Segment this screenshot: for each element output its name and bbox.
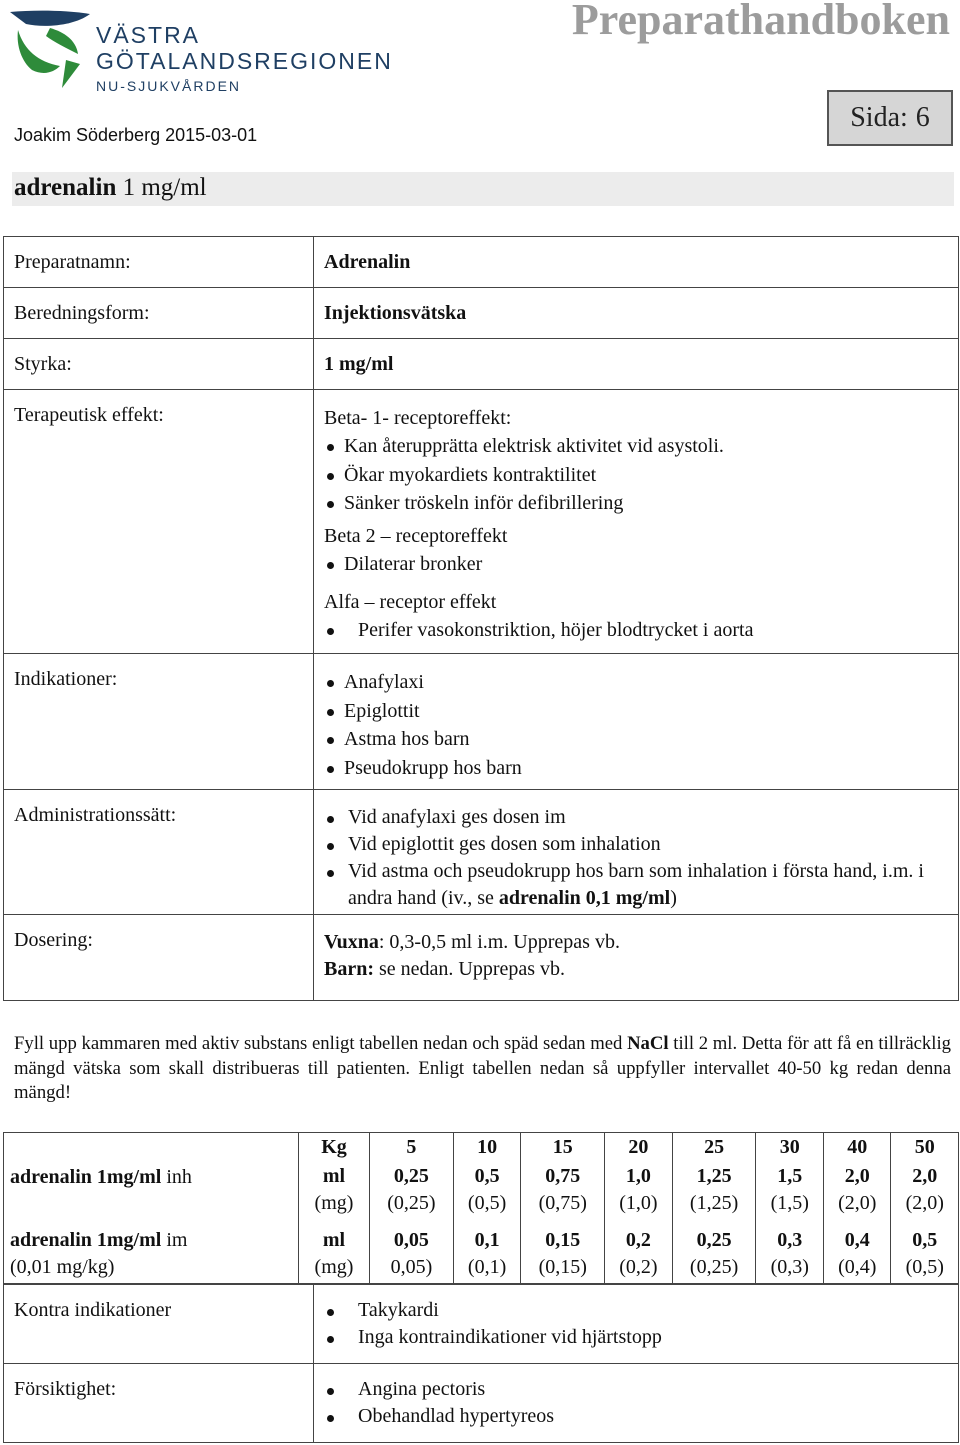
row1-name-bold: adrenalin 1mg/ml (10, 1166, 162, 1188)
row1-name (4, 1162, 299, 1218)
admin-value (314, 790, 959, 915)
document-title-strength: 1 mg/ml (122, 174, 207, 201)
admin-item3-bold: adrenalin 0,1 mg/ml (498, 887, 671, 909)
mg-value: (0,1) (467, 1256, 507, 1278)
table-cell (672, 1133, 756, 1163)
list-item: Pseudokrupp hos barn (324, 754, 948, 783)
table-row (4, 237, 959, 288)
list-item: Kan återupprätta elektrisk aktivitet vid asystoli. (324, 432, 948, 461)
ml-value: 0,05 (393, 1229, 429, 1251)
table-cell (521, 1133, 605, 1163)
table-cell (891, 1162, 959, 1218)
ml-value: 1,5 (777, 1165, 803, 1187)
mg-value: (0,3) (770, 1256, 809, 1278)
admin-item3-text: Vid astma och pseudokrupp hos barn som inhalation i första hand, i.m. i andra hand (iv., se (348, 860, 924, 909)
styrka-value (314, 339, 959, 390)
table-cell (823, 1218, 891, 1284)
indikationer-list (324, 668, 948, 782)
list-item: Dilaterar bronker (324, 550, 948, 579)
ml-value: 0,15 (545, 1229, 581, 1251)
list-item: Takykardi (324, 1297, 948, 1324)
page-indicator (827, 90, 953, 146)
ml-value: 0,4 (844, 1229, 870, 1251)
table-cell (891, 1133, 959, 1163)
table-row (4, 1162, 959, 1218)
kg-value: 20 (628, 1136, 649, 1158)
dosering-vuxna (324, 929, 948, 956)
author-date: Joakim Söderberg 2015-03-01 (14, 125, 258, 145)
unit-mg: (mg) (314, 1256, 354, 1278)
ml-value: 0,2 (625, 1229, 651, 1251)
list-item: Epiglottit (324, 697, 948, 726)
table-row (4, 915, 959, 1001)
table-cell (823, 1133, 891, 1163)
table-row (4, 790, 959, 915)
page-number: 6 (915, 102, 930, 133)
preparatnamn-value (314, 237, 959, 288)
org-name-line1: VÄSTRA (96, 22, 201, 48)
mg-value: (0,25) (689, 1256, 739, 1278)
dosering-barn (324, 956, 948, 983)
mg-value: (2,0) (905, 1192, 944, 1214)
unit-mg: (mg) (314, 1192, 354, 1214)
mg-value: 0,05) (390, 1256, 433, 1278)
ml-value: 1,0 (625, 1165, 651, 1187)
ml-value: 0,5 (474, 1165, 500, 1187)
list-item: Vid anafylaxi ges dosen im (324, 804, 948, 831)
unit-ml: ml (322, 1229, 346, 1251)
vuxna-label: Vuxna (324, 931, 379, 953)
indikationer-value (314, 654, 959, 790)
mg-value: (0,2) (619, 1256, 658, 1278)
mg-value: (0,75) (538, 1192, 587, 1214)
table-cell (605, 1162, 673, 1218)
preparatnamn-text: Adrenalin (324, 251, 411, 273)
table-cell (453, 1133, 521, 1163)
table-row (4, 339, 959, 390)
instructions-text-2: till 2 ml. Detta för att få en tillräcklig mängd vätska som skall distribueras till patienten. Enligt tabellen nedan så uppfyller intervallet 40-50 kg redan denna mängd! (14, 1033, 951, 1103)
barn-label: Barn: (324, 958, 374, 980)
vuxna-text: : 0,3-0,5 ml i.m. Upprepas vb. (378, 931, 620, 953)
barn-text: se nedan. Upprepas vb. (374, 958, 566, 980)
ml-value: 0,5 (912, 1229, 938, 1251)
beredningsform-value (314, 288, 959, 339)
ml-value: 0,75 (545, 1165, 581, 1187)
row2-name-rest: im (161, 1229, 188, 1251)
page-label: Sida: (850, 102, 908, 133)
beta1-heading: Beta- 1- receptoreffekt: (324, 407, 512, 429)
table-row (4, 1133, 959, 1163)
row2-unit (299, 1218, 370, 1284)
list-item: Angina pectoris (324, 1376, 948, 1403)
ml-value: 1,25 (696, 1165, 732, 1187)
row2-name (4, 1218, 299, 1284)
logo-mark-icon (4, 6, 96, 96)
admin-item3-end: ) (670, 887, 677, 909)
beredningsform-label: Beredningsform: (4, 288, 314, 339)
table-cell (756, 1218, 824, 1284)
alfa-list (324, 616, 948, 645)
alfa-heading: Alfa – receptor effekt (324, 591, 497, 613)
mg-value: (1,5) (770, 1192, 809, 1214)
table-cell (521, 1162, 605, 1218)
ml-value: 0,25 (393, 1165, 429, 1187)
ml-value: 2,0 (844, 1165, 870, 1187)
table-row (4, 288, 959, 339)
beta1-list (324, 432, 948, 518)
mg-value: (1,25) (689, 1192, 739, 1214)
table-cell (672, 1218, 756, 1284)
list-item: Perifer vasokonstriktion, höjer blodtrycket i aorta (324, 616, 948, 645)
list-item: Astma hos barn (324, 725, 948, 754)
instructions-text-1: Fyll upp kammaren med aktiv substans enligt tabellen nedan och späd sedan med (14, 1033, 628, 1054)
forsiktighet-label: Försiktighet: (4, 1364, 314, 1443)
kontra-label: Kontra indikationer (4, 1285, 314, 1364)
kg-value: 10 (477, 1136, 498, 1158)
forsiktighet-list (324, 1376, 948, 1430)
drug-info-table (3, 236, 959, 1001)
table-cell (605, 1133, 673, 1163)
ml-value: 2,0 (912, 1165, 938, 1187)
beta2-list (324, 550, 948, 579)
mg-value: (2,0) (838, 1192, 877, 1214)
list-item: Ökar myokardiets kontraktilitet (324, 461, 948, 490)
table-cell (370, 1218, 454, 1284)
list-item: Anafylaxi (324, 668, 948, 697)
table-row (4, 1285, 959, 1364)
list-item: Sänker tröskeln inför defibrillering (324, 489, 948, 518)
table-cell (521, 1218, 605, 1284)
org-name-line3: NU-SJUKVÅRDEN (96, 78, 242, 94)
beta2-heading: Beta 2 – receptoreffekt (324, 524, 508, 547)
dosering-value (314, 915, 959, 1001)
table-cell (891, 1218, 959, 1284)
kontra-value (314, 1285, 959, 1364)
kg-value: 30 (779, 1136, 800, 1158)
dosering-label: Dosering: (4, 915, 314, 1001)
table-row (4, 1218, 959, 1284)
mg-value: (0,4) (838, 1256, 877, 1278)
mg-value: (0,5) (905, 1256, 944, 1278)
table-cell (453, 1162, 521, 1218)
dose-table (3, 1132, 959, 1284)
unit-ml: ml (322, 1165, 346, 1187)
kontra-list (324, 1297, 948, 1351)
contraindications-table (3, 1284, 959, 1443)
effekt-label: Terapeutisk effekt: (4, 390, 314, 654)
row1-name-rest: inh (161, 1166, 192, 1188)
instructions-bold: NaCl (627, 1033, 669, 1054)
mg-value: (0,25) (387, 1192, 436, 1214)
table-cell (4, 1133, 299, 1163)
list-item: Obehandlad hypertyreos (324, 1403, 948, 1430)
table-cell (756, 1133, 824, 1163)
mg-value: (0,5) (467, 1192, 507, 1214)
table-row (4, 654, 959, 790)
row2-name-line2: (0,01 mg/kg) (10, 1256, 115, 1278)
effekt-value (314, 390, 959, 654)
kg-value: 15 (552, 1136, 573, 1158)
preparatnamn-label: Preparatnamn: (4, 237, 314, 288)
organization-logo (4, 6, 404, 96)
table-cell (672, 1162, 756, 1218)
table-cell (756, 1162, 824, 1218)
table-row (4, 1364, 959, 1443)
list-item (324, 858, 948, 912)
org-name-line2: GÖTALANDSREGIONEN (96, 48, 393, 74)
styrka-label: Styrka: (4, 339, 314, 390)
indikationer-label: Indikationer: (4, 654, 314, 790)
book-title: Preparathandboken (571, 0, 950, 44)
table-cell (370, 1133, 454, 1163)
table-cell (453, 1218, 521, 1284)
row1-unit (299, 1162, 370, 1218)
ml-value: 0,3 (777, 1229, 803, 1251)
mg-value: (1,0) (619, 1192, 658, 1214)
admin-label: Administrationssätt: (4, 790, 314, 915)
kg-value: 5 (406, 1136, 417, 1158)
ml-value: 0,1 (474, 1229, 500, 1251)
document-title (14, 174, 207, 202)
table-cell (370, 1162, 454, 1218)
mg-value: (0,15) (538, 1256, 587, 1278)
dilution-instructions (14, 1032, 951, 1106)
kg-label: Kg (321, 1136, 347, 1158)
row2-name-bold: adrenalin 1mg/ml (10, 1229, 162, 1251)
list-item: Inga kontraindikationer vid hjärtstopp (324, 1324, 948, 1351)
admin-list (324, 804, 948, 912)
list-item: Vid epiglottit ges dosen som inhalation (324, 831, 948, 858)
document-title-drug: adrenalin (14, 174, 117, 201)
beredningsform-text: Injektionsvätska (324, 302, 467, 324)
kg-header (299, 1133, 370, 1163)
table-row (4, 390, 959, 654)
forsiktighet-value (314, 1364, 959, 1443)
kg-value: 25 (704, 1136, 725, 1158)
styrka-text: 1 mg/ml (324, 353, 394, 375)
table-cell (823, 1162, 891, 1218)
table-cell (605, 1218, 673, 1284)
ml-value: 0,25 (696, 1229, 732, 1251)
kg-value: 40 (847, 1136, 868, 1158)
kg-value: 50 (914, 1136, 935, 1158)
